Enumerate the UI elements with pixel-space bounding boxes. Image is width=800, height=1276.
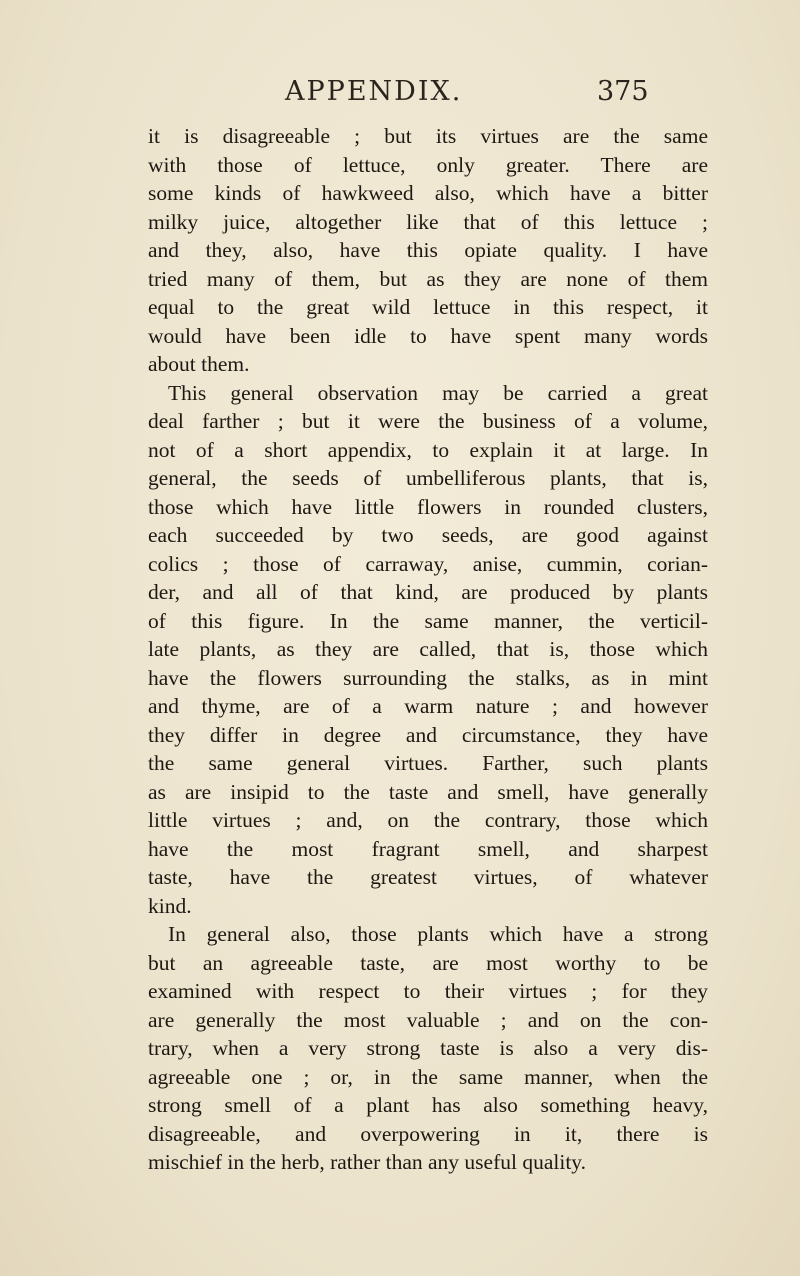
text-line: late plants, as they are called, that is, those which [148,637,708,661]
text-line: trary, when a very strong taste is also a very dis- [148,1036,708,1060]
text-line: have the flowers surrounding the stalks, as in mint [148,665,708,690]
body-text [148,122,708,1177]
text-line: the same general virtues. Farther, such plants [148,751,708,775]
text-line: der, and all of that kind, are produced by plants [148,580,708,604]
text-line: colics ; those of carraway, anise, cummin, corian- [148,551,708,576]
text-line: about them. [148,352,250,376]
text-line: as are insipid to the taste and smell, have generally [148,779,708,804]
text-line: deal farther ; but it were the business of a volume, [148,409,708,433]
text-line: mischief in the herb, rather than any useful quality. [148,1150,587,1174]
text-line: are generally the most valuable ; and on the con- [148,1007,708,1032]
text-line: and they, also, have this opiate quality. I have [148,238,708,262]
text-line: some kinds of hawkweed also, which have a bitter [148,181,708,205]
text-line: with those of lettuce, only greater. There are [148,152,708,177]
page-number: 375 [597,76,649,107]
text-line: each succeeded by two seeds, are good against [148,523,708,547]
text-line: This general observation may be carried a great [168,380,708,405]
text-line: but an agreeable taste, are most worthy to be [148,950,708,975]
text-line: milky juice, altogether like that of this lettuce ; [148,209,708,234]
text-line: In general also, those plants which have a strong [168,922,708,946]
text-line: it is disagreeable ; but its virtues are the same [148,124,708,148]
text-line: tried many of them, but as they are none of them [148,266,708,291]
text-line: disagreeable, and overpowering in it, there is [148,1121,708,1146]
text-line: examined with respect to their virtues ; for they [148,979,708,1003]
text-line: general, the seeds of umbelliferous plants, that is, [148,466,708,490]
text-line: not of a short appendix, to explain it at large. In [148,437,708,462]
running-head [0,76,800,116]
text-line: little virtues ; and, on the contrary, those which [148,808,708,832]
text-line: equal to the great wild lettuce in this respect, it [148,295,708,319]
text-line: of this figure. In the same manner, the verticil- [148,608,708,633]
text-line: have the most fragrant smell, and sharpest [148,836,708,861]
text-line: taste, have the greatest virtues, of whatever [148,865,708,889]
text-line: agreeable one ; or, in the same manner, when the [148,1064,708,1089]
text-line: would have been idle to have spent many words [148,323,708,348]
text-line: they differ in degree and circumstance, they have [148,722,708,747]
text-line: strong smell of a plant has also something heavy, [148,1093,708,1117]
running-head-title: APPENDIX. [285,76,463,107]
text-line: those which have little flowers in rounded clusters, [148,494,708,519]
text-line: and thyme, are of a warm nature ; and however [148,694,708,718]
text-line: kind. [148,893,192,918]
